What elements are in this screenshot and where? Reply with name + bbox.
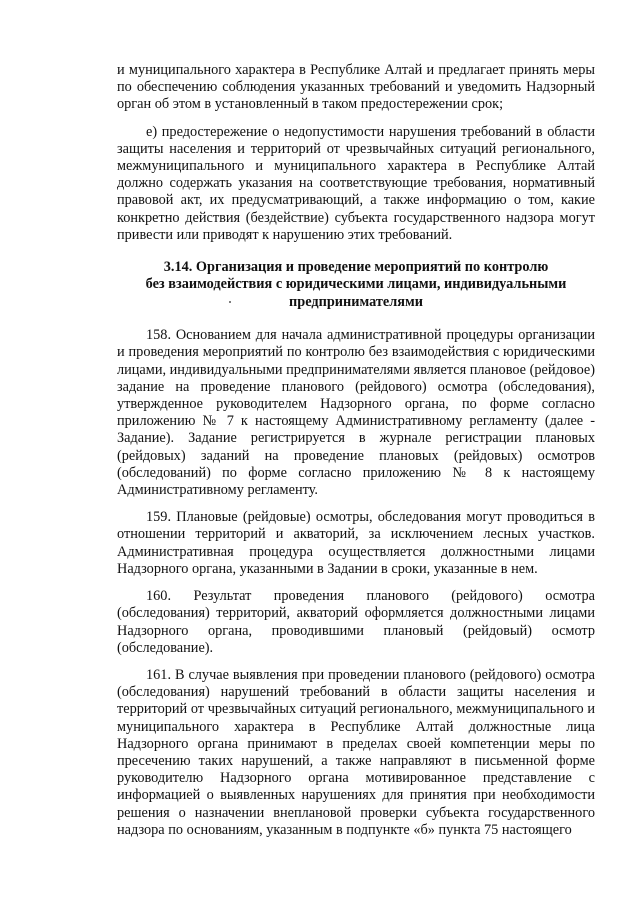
paragraph-continuation: и муниципального характера в Республике Алтай и предлагает принять меры по обеспечению соблюдения указанных требований и уведомить Надзорный орган об этом в установленный в таком предостережении срок; (117, 62, 595, 113)
paragraph-161: 161. В случае выявления при проведении планового (рейдового) осмотра (обследования) нарушений требований в области защиты населения и территорий от чрезвычайных ситуаций регионального, межмуниципального и муниципального характера в Республике Алтай должностные лица Надзорного органа принимают в пределах своей компетенции меры по пресечению таких нарушений, а также направляют в письменной форме руководителю Надзорного органа мотивированное представление с информацией о выявленных нарушениях для принятия при необходимости решения о назначении внеплановой проверки субъекта государственного надзора по основаниям, указанным в подпункте «б» пункта 75 настоящего (117, 666, 595, 838)
document-page (117, 62, 595, 839)
section-heading-line-3: предпринимателями (289, 293, 423, 310)
paragraph-160: 160. Результат проведения планового (рейдового) осмотра (обследования) территорий, акваторий оформляется должностными лицами Надзорного органа, проводившими плановый (рейдовый) осмотр (обследование). (117, 588, 595, 656)
section-heading-line-2: без взаимодействия с юридическими лицами, индивидуальными (145, 276, 567, 293)
paragraph-item-e: е) предостережение о недопустимости нарушения требований в области защиты населения и территорий от чрезвычайных ситуаций регионального, межмуниципального и муниципального характера в Республике Алтай должно содержать указания на соответствующие требования, нормативный правовой акт, их предусматривающий, а также информацию о том, какие конкретно действия (бездействие) субъекта государственного надзора могут привести или приводят к нарушению этих требований. (117, 123, 595, 243)
paragraph-159: 159. Плановые (рейдовые) осмотры, обследования могут проводиться в отношении территорий и акваторий, за исключением лесных участков. Административная процедура осуществляется должностными лицами Надзорного органа, указанными в Задании в сроки, указанные в нем. (117, 509, 595, 577)
section-heading-line-1: 3.14. Организация и проведение мероприятий по контролю (163, 259, 549, 276)
section-heading (117, 259, 595, 311)
paragraph-158: 158. Основанием для начала административной процедуры организации и проведения мероприятий по контролю без взаимодействия с юридическими лицами, индивидуальными предпринимателями является плановое (рейдовое) задание на проведение планового (рейдового) осмотра (обследования), утвержденное руководителем Надзорного органа, по форме согласно приложению № 7 к настоящему Административному регламенту (далее - Задание). Задание регистрируется в журнале регистрации плановых (рейдовых) заданий на проведение плановых (рейдовых) осмотров (обследований) по форме согласно приложению № 8 к настоящему Административному регламенту. (117, 327, 595, 499)
scan-speck (229, 301, 231, 303)
